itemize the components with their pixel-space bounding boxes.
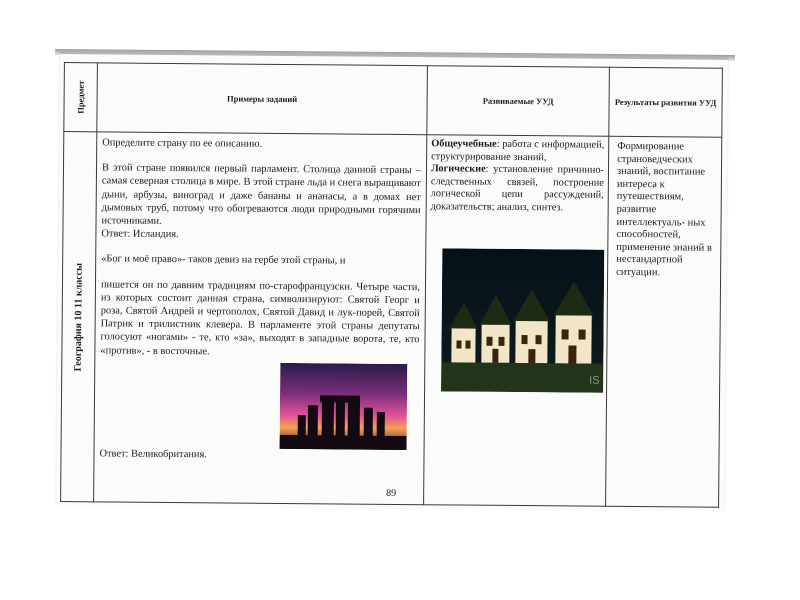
uud-logical: [431, 163, 604, 215]
svg-text:IS: IS: [589, 374, 600, 387]
lesson-table: [60, 62, 723, 508]
table-header-row: [64, 63, 723, 138]
uud-general: [431, 138, 604, 165]
document-page: [56, 54, 728, 512]
page-number: 89: [386, 487, 397, 499]
iceland-houses-image: [441, 248, 604, 392]
header-uud: Развиваемые УУД: [427, 66, 610, 137]
iceland-description: В этой стране появился первый парламент. Столица данной страны – самая северная столица в мире. В этой стране льда и снега выращивают дыни, арбузы, виноград и даже бананы и ананасы, а в домах нет дымовых труб, потому что обогреваются люди природными горячими источниками.: [101, 162, 422, 227]
uud-general-label: Общеучебные: [431, 138, 497, 150]
examples-cell: [94, 132, 427, 505]
header-subject: [64, 63, 98, 132]
header-results: Результаты развития УУД: [609, 67, 723, 137]
subject-value: География 10 11 классы: [72, 262, 85, 371]
subject-cell: [61, 132, 97, 502]
uk-description: пишется он по давним традициям по-старофранцузски. Четыре части, из которых состоит данная страна, символизируют: Святой Георг и роза, Святой Андрей и чертополох, Святой Давид и лук-порей, Святой Патрик и трилистник клевера. В парламенте этой страны депутаты голосуют «ногами» - те, кто «за», выходят в западные ворота, те, кто «против», - в восточные.: [100, 278, 421, 357]
results-text: Формирование страноведческих знаний, воспитание интереса к путешествиям, развитие интеллектуаль- ных способностей, применение знаний в нестандартной ситуации.: [616, 140, 712, 279]
uk-answer: Ответ: Великобритания.: [99, 448, 207, 461]
iceland-answer: Ответ: Исландия.: [101, 228, 179, 241]
table-row: [61, 132, 722, 508]
uud-logical-text: : установление причинно-следственных связей, построение логической цепи рассуждений, доказательств; анализ, синтез.: [430, 163, 605, 214]
header-examples: Примеры заданий: [97, 63, 428, 135]
task-text: Определите страну по ее описанию.: [102, 137, 263, 150]
header-subject-label: Предмет: [75, 80, 86, 114]
results-cell: [606, 136, 722, 507]
uk-intro: «Бог и моё право»- таков девиз на гербе этой страны, и: [101, 253, 346, 267]
uud-logical-label: Логические: [430, 163, 486, 175]
uud-general-text: : работа с информацией, структурирование знаний,: [431, 138, 605, 163]
uud-cell: [424, 135, 609, 507]
stonehenge-image: [280, 363, 408, 450]
